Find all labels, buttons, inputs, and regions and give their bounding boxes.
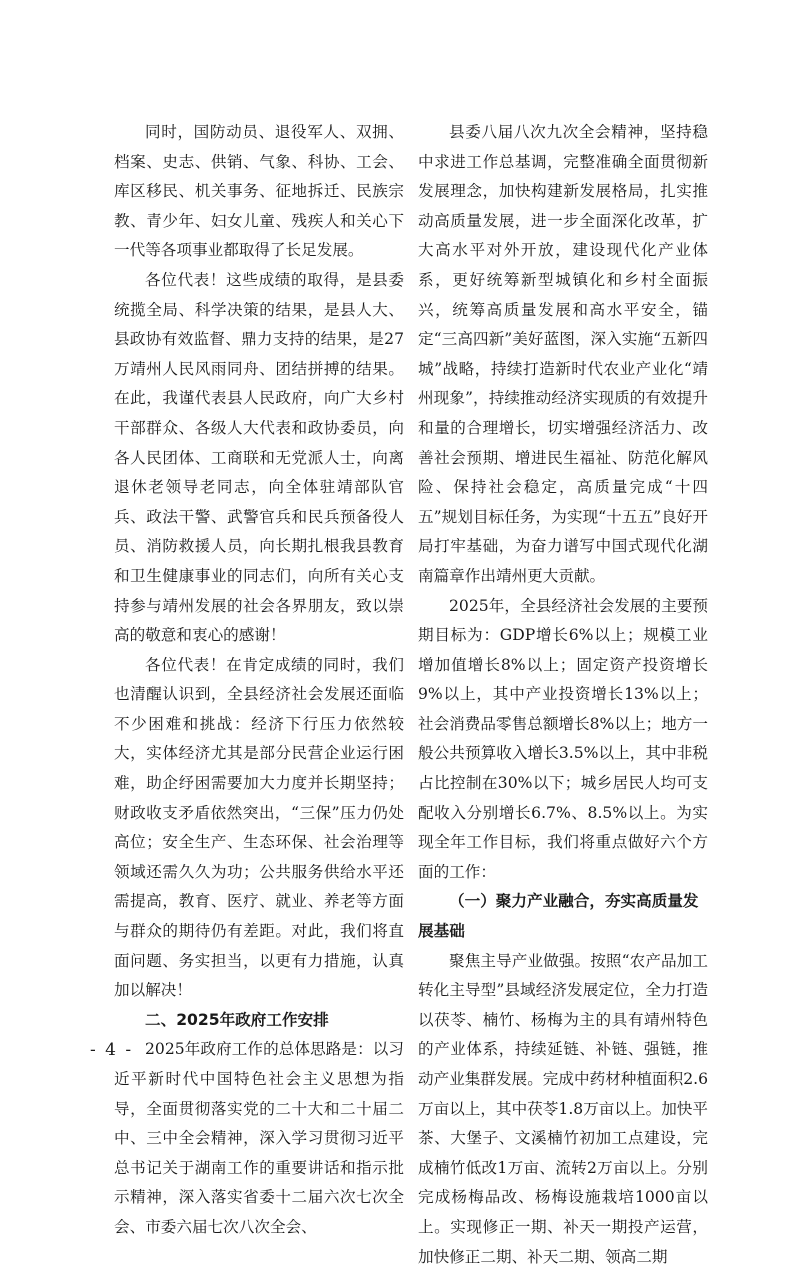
- paragraph-3: 各位代表！在肯定成绩的同时，我们也清醒认识到，全县经济社会发展还面临不少困难和挑战：经济下行压力依然较大，实体经济尤其是部分民营企业运行困难，助企纾困需要加大力度并长期坚持；财政收支矛盾依然突出，“三保”压力仍处高位；安全生产、生态环保、社会治理等领域还需久久为功；公共服务供给水平还需提高，教育、医疗、就业、养老等方面与群众的期待仍有差距。对此，我们将直面问题、务实担当，以更有力措施，认真加以解决！: [114, 655, 404, 1000]
- section-heading: 二、2025年政府工作安排: [145, 1010, 329, 1029]
- left-column: [114, 118, 404, 1243]
- subsection-heading: （一）聚力产业融合，夯实高质量发展基础: [418, 892, 699, 941]
- paragraph-1: 同时，国防动员、退役军人、双拥、档案、史志、供销、气象、科协、工会、库区移民、机关事务、征地拆迁、民族宗教、青少年、妇女儿童、残疾人和关心下一代等各项事业都取得了长足发展。: [114, 123, 404, 260]
- paragraph-4: 2025年政府工作的总体思路是：以习近平新时代中国特色社会主义思想为指导，全面贯彻落实党的二十大和二十届二中、三中全会精神，深入学习贯彻习近平总书记关于湖南工作的重要讲话和指示批示精神，深入落实省委十二届六次七次全会、市委六届七次八次全会、: [114, 1040, 404, 1236]
- paragraph-2: 各位代表！这些成绩的取得，是县委统揽全局、科学决策的结果，是县人大、县政协有效监督、鼎力支持的结果，是27万靖州人民风雨同舟、团结拼搏的结果。在此，我谨代表县人民政府，向广大乡村干部群众、各级人大代表和政协委员，向各人民团体、工商联和无党派人士，向离退休老领导老同志，向全体驻靖部队官兵、政法干警、武警官兵和民兵预备役人员、消防救援人员，向长期扎根我县教育和卫生健康事业的同志们，向所有关心支持参与靖州发展的社会各界朋友，致以崇高的敬意和衷心的感谢！: [114, 270, 404, 645]
- right-column: [418, 118, 708, 1272]
- paragraph-7: 聚焦主导产业做强。按照“农产品加工转化主导型”县域经济发展定位，全力打造以茯苓、楠竹、杨梅为主的具有靖州特色的产业体系，持续延链、补链、强链，推动产业集群发展。完成中药材种植面积2.6万亩以上，其中茯苓1.8万亩以上。加快平茶、大堡子、文溪楠竹初加工点建设，完成楠竹低改1万亩、流转2万亩以上。分别完成杨梅品改、杨梅设施栽培1000亩以上。实现修正一期、补天一期投产运营，加快修正二期、补天二期、领高二期: [418, 951, 708, 1266]
- page-number: - 4 -: [90, 1040, 134, 1060]
- paragraph-5: 县委八届八次九次全会精神，坚持稳中求进工作总基调，完整准确全面贯彻新发展理念，加快构建新发展格局，扎实推动高质量发展，进一步全面深化改革，扩大高水平对外开放，建设现代化产业体系，更好统筹新型城镇化和乡村全面振兴，统筹高质量发展和高水平安全，锚定“三高四新”美好蓝图，深入实施“五新四城”战略，持续打造新时代农业产业化“靖州现象”，持续推动经济实现质的有效提升和量的合理增长，切实增强经济活力、改善社会预期、增进民生福祉、防范化解风险、保持社会稳定，高质量完成“十四五”规划目标任务，为实现“十五五”良好开局打牢基础，为奋力谱写中国式现代化湖南篇章作出靖州更大贡献。: [418, 123, 708, 585]
- paragraph-6: 2025年，全县经济社会发展的主要预期目标为：GDP增长6%以上；规模工业增加值增长8%以上；固定资产投资增长9%以上，其中产业投资增长13%以上；社会消费品零售总额增长8%以上；地方一般公共预算收入增长3.5%以上，其中非税占比控制在30%以下；城乡居民人均可支配收入分别增长6.7%、8.5%以上。为实现全年工作目标，我们将重点做好六个方面的工作：: [418, 596, 708, 881]
